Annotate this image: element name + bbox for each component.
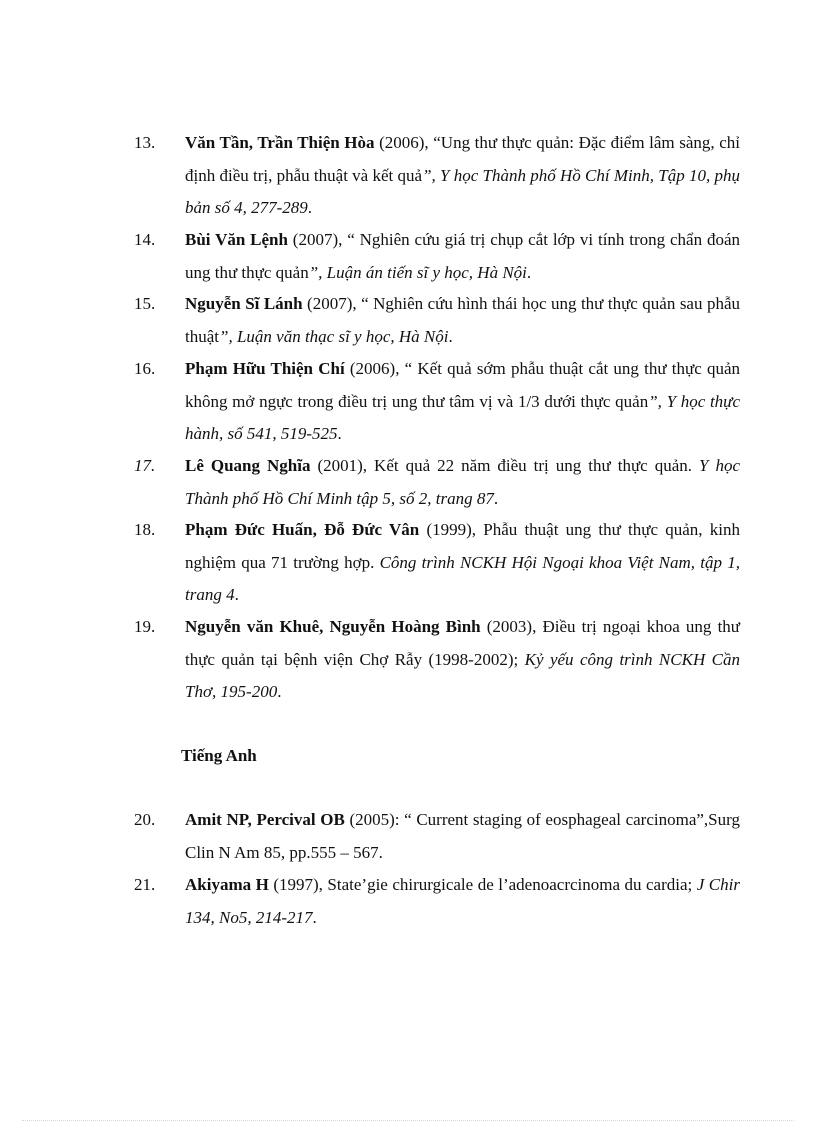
reference-tail: . <box>312 907 317 927</box>
reference-source: ”, Luận án tiến sĩ y học, Hà Nội <box>308 262 527 282</box>
reference-number: 15. <box>134 294 156 313</box>
reference-source: Y học Thành phố Hồ Chí Minh tập 5, số 2, trang 87 <box>185 456 740 508</box>
reference-item <box>134 353 740 451</box>
reference-source: J Chir 134, No5, 214-217 <box>185 875 740 927</box>
reference-authors: Akiyama H <box>185 875 269 894</box>
reference-authors: Văn Tần, Trần Thiện Hòa <box>185 133 375 152</box>
reference-body: (1997), State’gie chirurgicale de l’adenoacrcinoma du cardia; <box>268 875 697 894</box>
reference-authors: Phạm Đức Huấn, Đỗ Đức Vân <box>185 520 420 539</box>
reference-item <box>134 869 740 934</box>
reference-number: 14. <box>134 230 156 249</box>
reference-authors: Phạm Hữu Thiện Chí <box>185 359 345 378</box>
reference-number: 17. <box>134 456 156 475</box>
page-bottom-rule <box>22 1120 794 1121</box>
reference-text <box>185 353 740 451</box>
reference-text <box>185 127 740 225</box>
reference-body: (2007), “ Nghiên cứu giá trị chụp cắt lớp vi tính trong chẩn đoán ung thư thực quản <box>185 230 741 282</box>
reference-authors: Bùi Văn Lệnh <box>185 230 288 249</box>
section-heading: Tiếng Anh <box>181 746 257 765</box>
reference-item <box>134 450 740 515</box>
reference-text <box>185 224 740 289</box>
reference-number: 19. <box>134 617 156 636</box>
reference-text <box>185 869 740 934</box>
reference-source: Kỷ yếu công trình NCKH Cần Thơ, 195-200 <box>185 649 740 701</box>
reference-body: (2003), Điều trị ngoại khoa ung thư thực quản tại bệnh viện Chợ Rẫy (1998-2002); <box>185 617 741 669</box>
reference-body: (2001), Kết quả 22 năm điều trị ung thư thực quản. <box>310 456 699 475</box>
reference-number: 13. <box>134 133 156 152</box>
reference-tail: . <box>337 424 342 443</box>
reference-text <box>185 288 740 353</box>
reference-source: ”, Luận văn thạc sĩ y học, Hà Nội <box>219 326 449 346</box>
reference-body: (2006), “ Kết quả sớm phẫu thuật cắt ung thư thực quản không mở ngực trong điều trị ung thư tâm vị và 1/3 dưới thực quản <box>185 359 740 411</box>
reference-authors: Lê Quang Nghĩa <box>185 456 311 475</box>
reference-tail: . <box>307 198 313 217</box>
reference-number: 16. <box>134 359 156 378</box>
reference-body: (2007), “ Nghiên cứu hình thái học ung thư thực quản sau phẫu thuật <box>185 294 740 346</box>
reference-item <box>134 224 740 289</box>
reference-text <box>185 450 740 515</box>
reference-item <box>134 127 740 225</box>
reference-item <box>134 288 740 353</box>
reference-body: (2006), “Ung thư thực quản: Đặc điểm lâm sàng, chỉ định điều trị, phẫu thuật và kết quả <box>185 133 740 185</box>
reference-tail: . <box>448 326 453 346</box>
reference-body: (2005): “ Current staging of eosphageal carcinoma”,Surg Clin N Am 85, pp.555 – 567. <box>185 810 740 862</box>
reference-item <box>134 514 740 612</box>
reference-tail: . <box>493 488 499 508</box>
reference-text <box>185 611 740 709</box>
reference-text <box>185 514 740 612</box>
reference-number: 20. <box>134 810 156 829</box>
reference-tail: . <box>526 262 532 282</box>
reference-tail: . <box>234 585 239 604</box>
reference-authors: Nguyễn Sĩ Lánh <box>185 294 303 313</box>
reference-number: 21. <box>134 875 156 894</box>
reference-source: Công trình NCKH Hội Ngoại khoa Việt Nam, tập 1, trang 4 <box>185 552 740 604</box>
reference-source: ”, Y học thực hành, số 541, 519-525 <box>185 391 741 443</box>
reference-authors: Amit NP, Percival OB <box>185 810 345 829</box>
reference-authors: Nguyễn văn Khuê, Nguyễn Hoàng Bình <box>185 617 481 636</box>
reference-tail: . <box>277 682 282 701</box>
reference-body: (1999), Phẫu thuật ung thư thực quản, kinh nghiệm qua 71 trường hợp. <box>185 520 740 572</box>
reference-text <box>185 804 740 869</box>
reference-item <box>134 804 740 869</box>
reference-number: 18. <box>134 520 156 539</box>
reference-source: ”, Y học Thành phố Hồ Chí Minh, Tập 10, phụ bản số 4, 277-289 <box>185 165 740 217</box>
reference-item <box>134 611 740 709</box>
